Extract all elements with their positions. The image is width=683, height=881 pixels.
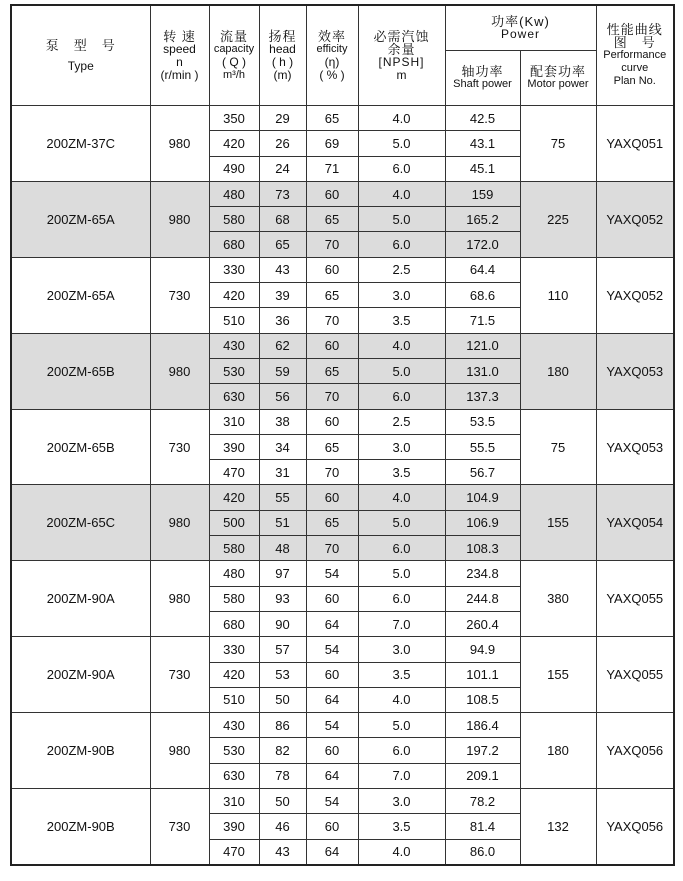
npsh-cell: 3.5 [358,308,445,333]
capacity-cell: 580 [209,536,259,561]
capacity-cell: 680 [209,611,259,636]
plan-en3: Plan No. [613,75,656,87]
head-cell: 34 [259,434,306,459]
capacity-cell: 330 [209,257,259,282]
table-row [11,181,674,206]
npsh-cell: 3.0 [358,283,445,308]
speed-cell: 980 [150,713,209,789]
efficiency-cell: 60 [306,586,358,611]
plan-no-cell: YAXQ052 [596,257,674,333]
efficiency-cell: 70 [306,384,358,409]
npsh-cell: 3.5 [358,662,445,687]
table-header [11,5,674,106]
shaft-power-cell: 64.4 [445,257,520,282]
efficiency-cell: 54 [306,561,358,586]
efficiency-cell: 60 [306,814,358,839]
capacity-cell: 580 [209,207,259,232]
shaft-power-cell: 71.5 [445,308,520,333]
speed-cell: 980 [150,561,209,637]
npsh-cell: 4.0 [358,839,445,865]
efficiency-cell: 60 [306,181,358,206]
shaft-power-cell: 234.8 [445,561,520,586]
efficiency-cell: 60 [306,409,358,434]
pump-type-cell: 200ZM-90A [11,637,150,713]
head-unit: (m) [273,67,292,82]
npsh-cell: 2.5 [358,409,445,434]
capacity-cell: 580 [209,586,259,611]
npsh-cell: 5.0 [358,561,445,586]
efficiency-cell: 65 [306,510,358,535]
efficiency-cell: 65 [306,106,358,131]
speed-cell: 980 [150,333,209,409]
head-cn: 扬程 [268,28,297,44]
shaft-power-cell: 53.5 [445,409,520,434]
shaft-power-cell: 108.5 [445,687,520,712]
capacity-cell: 430 [209,333,259,358]
speed-cell: 980 [150,485,209,561]
head-cell: 86 [259,713,306,738]
head-cell: 65 [259,232,306,257]
npsh-cell: 6.0 [358,156,445,181]
table-row [11,637,674,662]
efficiency-cell: 54 [306,713,358,738]
plan-no-cell: YAXQ053 [596,409,674,485]
shaft-power-cell: 55.5 [445,434,520,459]
plan-no-cell: YAXQ053 [596,333,674,409]
efficiency-cell: 60 [306,738,358,763]
shaft-power-cell: 131.0 [445,358,520,383]
capacity-cell: 530 [209,358,259,383]
motor-cn: 配套功率 [529,64,586,79]
table-row [11,257,674,282]
npsh-cell: 7.0 [358,611,445,636]
shaft-power-cell: 81.4 [445,814,520,839]
capacity-cell: 350 [209,106,259,131]
capacity-cell: 420 [209,662,259,687]
motor-power-cell: 75 [520,409,596,485]
capacity-cell: 470 [209,839,259,865]
npsh-cell: 5.0 [358,713,445,738]
head-cell: 48 [259,536,306,561]
npsh-cell: 6.0 [358,586,445,611]
efficiency-cell: 70 [306,536,358,561]
col-shaft-power-header [445,51,520,106]
shaft-power-cell: 86.0 [445,839,520,865]
pump-type-cell: 200ZM-65B [11,409,150,485]
capacity-cell: 310 [209,409,259,434]
npsh-cell: 6.0 [358,232,445,257]
head-cell: 36 [259,308,306,333]
npsh-cell: 4.0 [358,485,445,510]
motor-power-cell: 225 [520,181,596,257]
col-npsh-header [358,5,445,106]
motor-power-cell: 155 [520,637,596,713]
motor-en: Motor power [527,78,589,90]
capacity-cell: 420 [209,485,259,510]
capacity-cell: 470 [209,460,259,485]
motor-power-cell: 132 [520,789,596,865]
pump-type-cell: 200ZM-65B [11,333,150,409]
shaft-power-cell: 260.4 [445,611,520,636]
table-row [11,713,674,738]
speed-cell: 730 [150,637,209,713]
efficiency-cell: 64 [306,687,358,712]
pump-spec-table [10,4,675,866]
npsh-unit: m [396,67,407,82]
speed-cell: 730 [150,257,209,333]
head-cell: 26 [259,131,306,156]
shaft-power-cell: 45.1 [445,156,520,181]
pump-type-cell: 200ZM-90A [11,561,150,637]
eff-cn: 效率 [317,28,346,44]
head-cell: 50 [259,789,306,814]
plan-no-cell: YAXQ055 [596,637,674,713]
efficiency-cell: 54 [306,637,358,662]
shaft-power-cell: 106.9 [445,510,520,535]
head-cell: 56 [259,384,306,409]
head-cell: 55 [259,485,306,510]
efficiency-cell: 70 [306,232,358,257]
efficiency-cell: 65 [306,207,358,232]
plan-cn1: 性能曲线 [606,22,663,37]
npsh-cell: 3.0 [358,637,445,662]
npsh-cell: 2.5 [358,257,445,282]
col-motor-power-header [520,51,596,106]
shaft-power-cell: 68.6 [445,283,520,308]
motor-power-cell: 180 [520,333,596,409]
cap-en: capacity [213,42,255,55]
head-cell: 62 [259,333,306,358]
speed-sym: n [176,54,183,69]
capacity-cell: 510 [209,308,259,333]
col-efficiency-header [306,5,358,106]
head-cell: 43 [259,257,306,282]
cap-unit: m³/h [223,68,245,81]
col-speed-header [150,5,209,106]
npsh-cell: 3.5 [358,460,445,485]
head-cell: 73 [259,181,306,206]
head-cell: 24 [259,156,306,181]
head-cell: 51 [259,510,306,535]
shaft-power-cell: 244.8 [445,586,520,611]
efficiency-cell: 64 [306,611,358,636]
head-cell: 53 [259,662,306,687]
npsh-cell: 6.0 [358,536,445,561]
power-en: Power [500,27,540,41]
plan-en1: Performance [603,49,667,61]
efficiency-cell: 54 [306,789,358,814]
capacity-cell: 390 [209,814,259,839]
eff-en: efficity [316,42,348,55]
plan-no-cell: YAXQ054 [596,485,674,561]
capacity-cell: 430 [209,713,259,738]
efficiency-cell: 65 [306,434,358,459]
npsh-cell: 5.0 [358,131,445,156]
pump-type-cell: 200ZM-90B [11,713,150,789]
capacity-cell: 680 [209,232,259,257]
table-row [11,333,674,358]
pump-type-cell: 200ZM-37C [11,106,150,182]
shaft-power-cell: 101.1 [445,662,520,687]
capacity-cell: 310 [209,789,259,814]
speed-cell: 730 [150,789,209,865]
efficiency-cell: 71 [306,156,358,181]
head-cell: 90 [259,611,306,636]
type-cn: 泵 型 号 [45,37,116,53]
efficiency-cell: 64 [306,839,358,865]
type-en: Type [67,58,94,73]
cap-sym: ( Q ) [222,54,246,69]
npsh-cell: 3.5 [358,814,445,839]
npsh-cell: 3.0 [358,434,445,459]
capacity-cell: 480 [209,181,259,206]
npsh-cell: 3.0 [358,789,445,814]
efficiency-cell: 60 [306,257,358,282]
efficiency-cell: 60 [306,662,358,687]
head-cell: 97 [259,561,306,586]
shaft-power-cell: 56.7 [445,460,520,485]
col-type-header [11,5,150,106]
efficiency-cell: 60 [306,485,358,510]
capacity-cell: 330 [209,637,259,662]
eff-sym: (η) [324,54,340,69]
shaft-power-cell: 104.9 [445,485,520,510]
col-head-header [259,5,306,106]
npsh-cell: 6.0 [358,384,445,409]
head-cell: 57 [259,637,306,662]
col-capacity-header [209,5,259,106]
npsh-cell: 5.0 [358,358,445,383]
capacity-cell: 500 [209,510,259,535]
pump-type-cell: 200ZM-65A [11,181,150,257]
npsh-cell: 4.0 [358,333,445,358]
head-cell: 59 [259,358,306,383]
capacity-cell: 420 [209,283,259,308]
npsh-cell: 4.0 [358,687,445,712]
head-cell: 29 [259,106,306,131]
speed-unit: (r/min ) [160,67,199,82]
head-cell: 50 [259,687,306,712]
npsh-cell: 5.0 [358,510,445,535]
capacity-cell: 630 [209,384,259,409]
speed-en: speed [163,41,196,56]
motor-power-cell: 75 [520,106,596,182]
col-power-header [445,5,596,51]
shaft-power-cell: 78.2 [445,789,520,814]
shaft-power-cell: 137.3 [445,384,520,409]
shaft-power-cell: 209.1 [445,763,520,788]
pump-type-cell: 200ZM-90B [11,789,150,865]
npsh-cn1: 必需汽蚀 [373,28,430,44]
npsh-cell: 4.0 [358,181,445,206]
capacity-cell: 490 [209,156,259,181]
pump-type-cell: 200ZM-65A [11,257,150,333]
head-cell: 82 [259,738,306,763]
speed-cell: 980 [150,106,209,182]
capacity-cell: 510 [209,687,259,712]
shaft-power-cell: 159 [445,181,520,206]
shaft-power-cell: 94.9 [445,637,520,662]
table-row [11,485,674,510]
plan-no-cell: YAXQ052 [596,181,674,257]
shaft-power-cell: 42.5 [445,106,520,131]
power-cn: 功率(Kw) [491,14,550,29]
speed-cn: 转 速 [163,28,196,44]
npsh-sym: [NPSH] [378,54,425,69]
plan-no-cell: YAXQ051 [596,106,674,182]
npsh-cell: 4.0 [358,106,445,131]
shaft-power-cell: 121.0 [445,333,520,358]
shaft-power-cell: 43.1 [445,131,520,156]
npsh-cell: 5.0 [358,207,445,232]
speed-cell: 980 [150,181,209,257]
col-plan-header [596,5,674,106]
eff-unit: ( % ) [319,67,345,82]
shaft-en: Shaft power [453,78,512,90]
head-en: head [269,41,296,56]
plan-en2: curve [621,62,649,74]
head-sym: ( h ) [271,54,294,69]
shaft-power-cell: 186.4 [445,713,520,738]
head-cell: 93 [259,586,306,611]
capacity-cell: 420 [209,131,259,156]
head-cell: 46 [259,814,306,839]
pump-spec-table-container [10,4,673,866]
table-row [11,409,674,434]
table-row [11,789,674,814]
capacity-cell: 530 [209,738,259,763]
capacity-cell: 480 [209,561,259,586]
motor-power-cell: 180 [520,713,596,789]
plan-cn2: 图 号 [613,35,656,50]
npsh-cell: 7.0 [358,763,445,788]
shaft-cn: 轴功率 [461,64,504,79]
head-cell: 43 [259,839,306,865]
efficiency-cell: 70 [306,308,358,333]
head-cell: 39 [259,283,306,308]
shaft-power-cell: 108.3 [445,536,520,561]
plan-no-cell: YAXQ056 [596,713,674,789]
shaft-power-cell: 165.2 [445,207,520,232]
shaft-power-cell: 172.0 [445,232,520,257]
speed-cell: 730 [150,409,209,485]
head-cell: 78 [259,763,306,788]
motor-power-cell: 380 [520,561,596,637]
motor-power-cell: 155 [520,485,596,561]
npsh-cn2: 余量 [387,41,416,57]
capacity-cell: 390 [209,434,259,459]
efficiency-cell: 65 [306,358,358,383]
head-cell: 38 [259,409,306,434]
plan-no-cell: YAXQ056 [596,789,674,865]
capacity-cell: 630 [209,763,259,788]
efficiency-cell: 65 [306,283,358,308]
efficiency-cell: 69 [306,131,358,156]
head-cell: 31 [259,460,306,485]
pump-type-cell: 200ZM-65C [11,485,150,561]
npsh-cell: 6.0 [358,738,445,763]
efficiency-cell: 70 [306,460,358,485]
table-body [11,106,674,865]
cap-cn: 流量 [219,28,248,44]
plan-no-cell: YAXQ055 [596,561,674,637]
motor-power-cell: 110 [520,257,596,333]
shaft-power-cell: 197.2 [445,738,520,763]
efficiency-cell: 64 [306,763,358,788]
efficiency-cell: 60 [306,333,358,358]
table-row [11,561,674,586]
head-cell: 68 [259,207,306,232]
table-row [11,106,674,131]
